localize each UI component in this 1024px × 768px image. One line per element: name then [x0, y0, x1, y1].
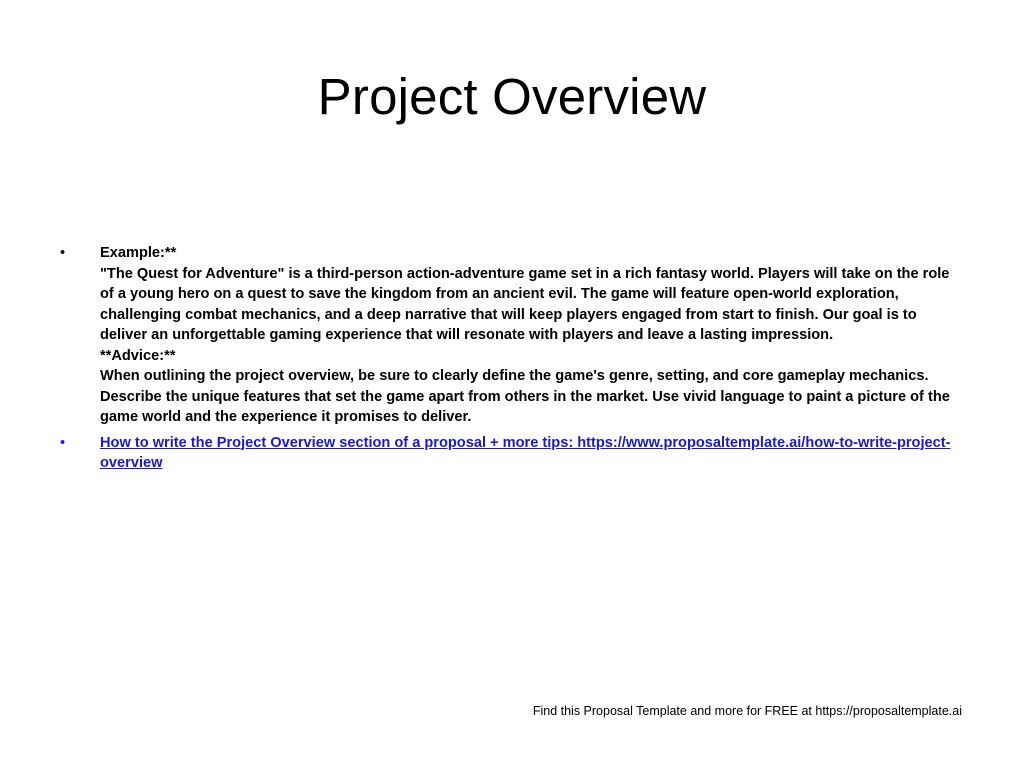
- bullet-icon: •: [60, 245, 66, 261]
- page-title: Project Overview: [317, 68, 707, 125]
- example-heading: Example:**: [100, 245, 177, 261]
- advice-heading: **Advice:**: [100, 347, 176, 364]
- footer-text: Find this Proposal Template and more for FREE at https://proposaltemplate.ai: [532, 704, 962, 718]
- bullet-item-example: [60, 243, 960, 428]
- example-body: "The Quest for Adventure" is a third-person action-adventure game set in a rich fantasy world. Players will take on the role of a young hero on a quest to save the kingdom from an ancient evil. The game will feature open-world exploration, challenging combat mechanics, and a deep narrative that will keep players engaged from start to finish. Our goal is to deliver an unforgettable gaming experience that will resonate with players and leave a lasting impression.: [100, 265, 950, 343]
- bullet-list: [60, 243, 960, 479]
- advice-body: When outlining the project overview, be sure to clearly define the game's genre, setting, and core gameplay mechanics. Describe the unique features that set the game apart from others in the market. Use vivid language to paint a picture of the game world and the experience it promises to deliver.: [100, 368, 950, 425]
- proposal-guide-link[interactable]: How to write the Project Overview section of a proposal + more tips: https://www.proposaltemplate.ai/how-to-write-project-overview: [100, 434, 951, 471]
- bullet-icon: •: [60, 434, 66, 451]
- bullet-item-link: [60, 433, 960, 474]
